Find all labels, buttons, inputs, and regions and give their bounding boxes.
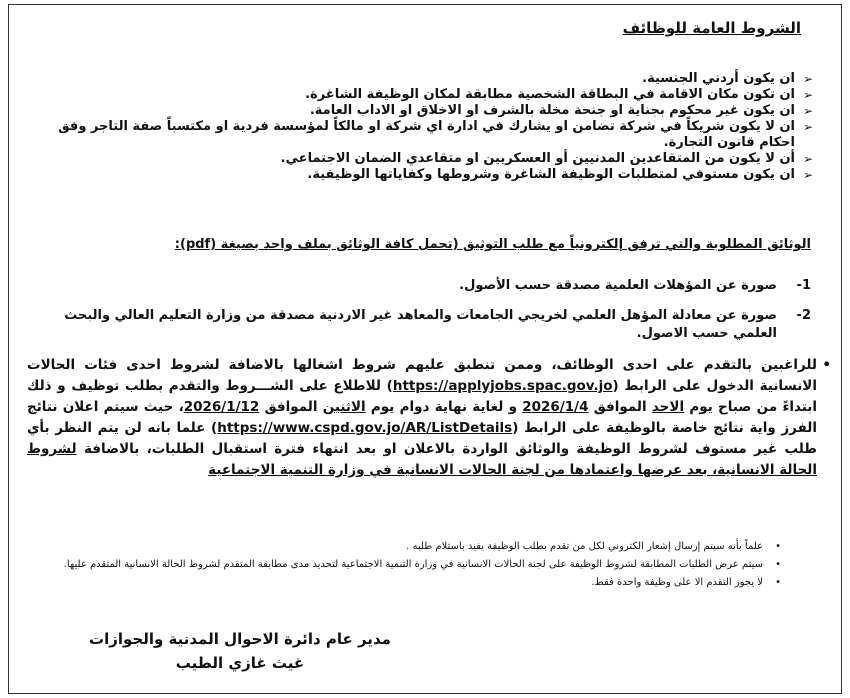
list-item: ➢ ان تكون مكان الاقامة في البطاقة الشخصية مطابقة لمكان الوظيفة الشاغرة. <box>305 87 813 102</box>
list-item: • لا يجوز التقدم الا على وظيفة واحدة فقط. <box>591 577 781 588</box>
arrow-bullet-icon: ➢ <box>802 152 813 166</box>
page-title: الشروط العامة للوظائف <box>622 19 801 37</box>
list-item: ➢ ان يكون أردني الجنسية. <box>642 71 813 86</box>
application-paragraph: • للراغبين بالتقدم على احدى الوظائف، وممن تنطبق عليهم شروط اشغالها بالاضافة لشروط احدى فئات الحالات الانسانية الدخول على الرابط (https://applyjobs.spac.gov.jo) للاطلاع على الشـــروط والتقدم بطلب توظيف و ذلك ابتداءً من صباح يوم الاحد الموافق 2026/1/4 و لغاية نهاية دوام يوم الاثنين الموافق 2026/1/12، حيث سيتم اعلان نتائج الفرز واية نتائج خاصة بالوظيفة على الرابط (https://www.cspd.gov.jo/AR/ListDetails) علما بانه لن يتم النظر بأي طلب غير مستوف لشروط الوظيفة والوثائق الواردة بالاعلان او بعد انتهاء فترة استقبال الطلبات، بالاضافة لشروط الحالة الانسانية، بعد عرضها واعتمادها من لجنة الحالات الانسانية في وزارة التنمية الاجتماعية <box>27 357 831 478</box>
list-item: • علماً بأنه سيتم إرسال إشعار الكتروني لكل من تقدم بطلب الوظيفة يفيد باستلام طلبه . <box>406 541 781 552</box>
arrow-bullet-icon: ➢ <box>802 120 813 134</box>
list-item: ➢ أن لا يكون من المتقاعدين المدنيين أو العسكريين او متقاعدي الضمان الاجتماعي. <box>280 151 813 166</box>
signature-title: مدير عام دائرة الاحوال المدنية والجوازات <box>89 630 391 648</box>
arrow-bullet-icon: ➢ <box>802 104 813 118</box>
list-item: ➢ ان يكون مستوفي لمتطلبات الوظيفة الشاغرة وشروطها وكفاياتها الوظيفية. <box>307 167 813 182</box>
bullet-dot-icon: • <box>775 541 781 552</box>
document-text: صورة عن المؤهلات العلمية مصدقة حسب الأصول. <box>459 278 777 293</box>
list-item: ➢ ان يكون غير محكوم بجناية او جنحة مخلة بالشرف او الاخلاق او الاداب العامة. <box>309 103 813 118</box>
start-date: 2026/1/4 <box>522 399 589 415</box>
notes-list <box>61 539 781 593</box>
document-text: صورة عن معادلة المؤهل العلمي لخريجي الجامعات والمعاهد غير الاردنية مصدقة من وزارة التعليم العالي والبحث العلمي حسب الاصول. <box>64 308 777 341</box>
arrow-bullet-icon: ➢ <box>802 72 813 86</box>
bullet-dot-icon: • <box>775 559 781 570</box>
apply-link[interactable]: https://applyjobs.spac.gov.jo <box>392 378 613 394</box>
documents-heading: الوثائق المطلوبة والتي ترفق إلكترونياً مع طلب التوثيق (تحمل كافة الوثائق بملف واحد بصيغة (pdf): <box>174 237 811 252</box>
document-number: 2- <box>796 308 811 323</box>
list-item: ➢ ان لا يكون شريكاً في شركة تضامن او يشارك في ادارة اي شركة او مالكاً لمؤسسة فردية او مكتسباً صفة التاجر وفق احكام قانون التجارة. <box>58 119 813 150</box>
conditions-list <box>43 71 813 183</box>
signature-name: غيث غازي الطيب <box>175 654 305 672</box>
results-link[interactable]: https://www.cspd.gov.jo/AR/ListDetails <box>217 420 513 436</box>
bullet-dot-icon: • <box>822 357 831 373</box>
document-item <box>41 277 811 295</box>
document-number: 1- <box>796 278 811 293</box>
bullet-dot-icon: • <box>775 577 781 588</box>
list-item: • سيتم عرض الطلبات المطابقة لشروط الوظيفة على لجنة الحالات الانسانية في وزارة التنمية الاجتماعية لتحديد مدى مطابقة المتقدم لشروط الحالة الانسانية المتقدم عليها. <box>63 559 781 570</box>
signature-block <box>89 627 391 675</box>
document-frame <box>8 4 842 694</box>
arrow-bullet-icon: ➢ <box>802 88 813 102</box>
end-date: 2026/1/12 <box>183 399 260 415</box>
arrow-bullet-icon: ➢ <box>802 168 813 182</box>
document-item <box>41 307 811 343</box>
